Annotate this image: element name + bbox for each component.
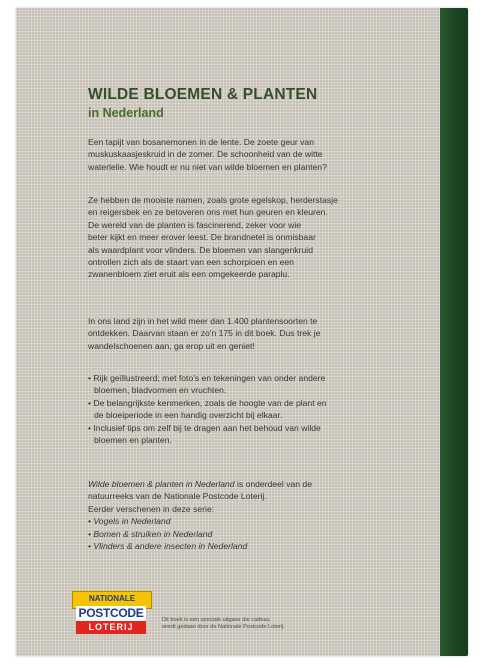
count-paragraph	[88, 315, 433, 352]
body-line: zwanenbloem ziet eruit als een omgekeerde paraplu.	[88, 269, 290, 280]
book-subtitle: in Nederland	[88, 106, 164, 120]
logo-word-nationale: NATIONALE	[88, 594, 136, 603]
feature-list	[88, 372, 433, 446]
intro-line: waterlelie. Wie houdt er nu niet van wilde bloemen en planten?	[88, 161, 327, 172]
footer-note	[162, 617, 422, 632]
postcode-loterij-logo	[72, 591, 150, 641]
body-line: beter kijkt en meer erover leest. De brandnetel is onmisbaar	[88, 232, 316, 243]
series-paragraph	[88, 478, 433, 552]
book-spine	[440, 8, 468, 656]
count-line: wandelschoenen aan, ga erop uit en geniet!	[88, 340, 255, 351]
feature-line: de bloeiperiode in een handig overzicht bij elkaar.	[94, 410, 283, 421]
intro-paragraph	[88, 136, 433, 173]
book-back-cover	[16, 8, 468, 656]
footer-line: Dit boek is een speciale uitgave die cadeau	[162, 617, 270, 623]
body-line: De wereld van de planten is fascinerend, zeker voor wie	[88, 219, 302, 230]
body-line: en reigersbek en ze betoveren ons met hun geuren en kleuren.	[88, 207, 328, 218]
intro-line: Een tapijt van bosanemonen in de lente. De zoete geur van	[88, 137, 314, 147]
logo-word-loterij: LOTERIJ	[88, 622, 134, 632]
series-line: natuurreeks van de Nationale Postcode Loterij.	[88, 491, 267, 502]
feature-line: bloemen, bladvormen en vruchten.	[94, 385, 227, 396]
series-line: Eerder verschenen in deze serie:	[88, 503, 215, 514]
logo-red-band	[76, 621, 146, 634]
series-book-title: Wilde bloemen & planten in Nederland	[88, 479, 235, 489]
series-item: • Vlinders & andere insecten in Nederland	[88, 541, 248, 552]
body-paragraph	[88, 194, 433, 281]
feature-line: • De belangrijkste kenmerken, zoals de hoogte van de plant en	[88, 397, 327, 408]
series-line-rest: is onderdeel van de	[234, 479, 312, 489]
feature-line: bloemen en planten.	[94, 435, 172, 446]
count-line: In ons land zijn in het wild meer dan 1.400 plantensoorten te	[88, 316, 318, 326]
count-line: ontdekken. Daarvan staan er zo'n 175 in dit boek. Dus trek je	[88, 328, 321, 339]
logo-word-postcode: POSTCODE	[78, 606, 144, 620]
footer-line: wordt gedaan door de Nationale Postcode Loterij.	[162, 624, 285, 631]
series-line	[88, 478, 433, 490]
body-line: ontrollen zich als de staart van een schorpioen en een	[88, 257, 294, 268]
cover-panel	[16, 8, 440, 656]
intro-line: muskuskaasjeskruid in de zomer. De schoonheid van de witte	[88, 149, 323, 160]
body-line: als waardplant voor vlinders. De bloemen van slangenkruid	[88, 244, 313, 255]
book-title: WILDE BLOEMEN & PLANTEN	[88, 86, 318, 103]
series-item: • Vogels in Nederland	[88, 516, 171, 527]
series-item: • Bomen & struiken in Nederland	[88, 528, 213, 539]
logo-white-band	[76, 606, 146, 621]
body-line: Ze hebben de mooiste namen, zoals grote egelskop, herderstasje	[88, 195, 338, 205]
feature-line: • Inclusief tips om zelf bij te dragen aan het behoud van wilde	[88, 422, 321, 433]
feature-line: • Rijk geïllustreerd; met foto's en tekeningen van onder andere	[88, 373, 326, 383]
